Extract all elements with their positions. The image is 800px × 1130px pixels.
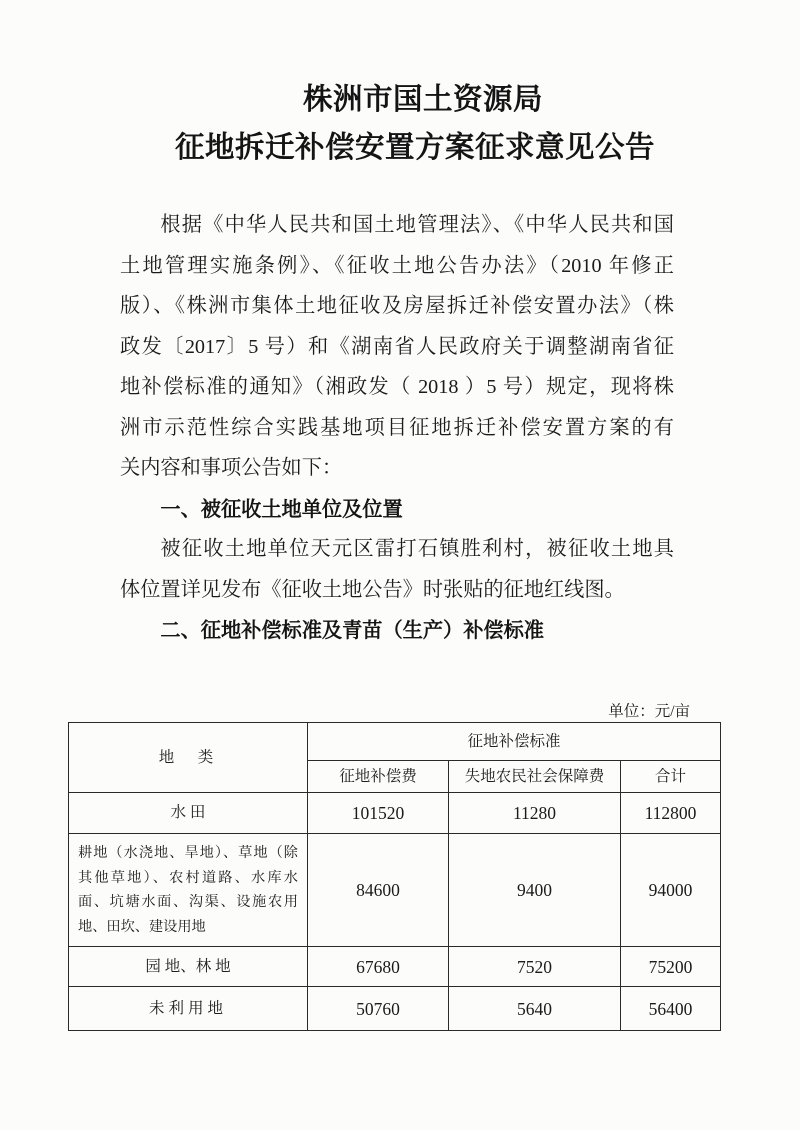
- table-row: [69, 834, 721, 947]
- social-security-cell: 11280: [449, 793, 621, 834]
- land-compensation-cell: 50760: [308, 987, 449, 1031]
- total-cell: 112800: [621, 793, 721, 834]
- title-issuer: 株洲市国土资源局: [302, 84, 543, 116]
- section-1-paragraph: [120, 529, 674, 610]
- land-type-line: 地、田坎、建设用地: [78, 918, 206, 935]
- header-total: 合计: [621, 761, 721, 793]
- header-land-type-label: 地 类: [158, 748, 218, 766]
- table-row: [69, 987, 721, 1031]
- section-1-paragraph-line: 体位置详见发布《征收土地公告》时张贴的征地红线图。: [120, 578, 625, 601]
- land-type-cell: 未利用地: [69, 987, 308, 1031]
- total-cell: 94000: [621, 834, 721, 947]
- intro-paragraph-line: 土地管理实施条例》、《征收土地公告办法》（2010 年修正: [120, 254, 674, 277]
- intro-paragraph-line: 地补偿标准的通知》（湘政发（ 2018 ）5 号）规定，现将株: [120, 376, 674, 398]
- header-social-security: 失地农民社会保障费: [449, 761, 621, 793]
- intro-paragraph-line: 版）、《株洲市集体土地征收及房屋拆迁补偿安置办法》（株: [120, 295, 674, 317]
- header-land-compensation: 征地补偿费: [308, 761, 449, 793]
- intro-paragraph-line: 根据《中华人民共和国土地管理法》、《中华人民共和国: [160, 214, 674, 236]
- intro-paragraph: [120, 205, 674, 489]
- compensation-standard-table: [68, 722, 721, 1031]
- land-compensation-cell: 67680: [308, 947, 449, 987]
- section-2-heading: 二、征地补偿标准及青苗（生产）补偿标准: [160, 618, 544, 642]
- document-title: [30, 76, 800, 172]
- section-1-paragraph-line: 被征收土地单位天元区雷打石镇胜利村，被征收土地具: [160, 538, 674, 560]
- header-land-type: [69, 723, 308, 793]
- total-cell: 56400: [621, 987, 721, 1031]
- header-compensation-standard: 征地补偿标准: [308, 723, 721, 761]
- section-1-heading: 一、被征收土地单位及位置: [160, 496, 403, 521]
- land-type-cell: [69, 834, 308, 947]
- total-cell: 75200: [621, 947, 721, 987]
- intro-paragraph-line: 关内容和事项公告如下：: [120, 457, 343, 479]
- land-type-cell: 园 地、林 地: [69, 947, 308, 987]
- social-security-cell: 7520: [449, 947, 621, 987]
- social-security-cell: 9400: [449, 834, 621, 947]
- table-row: [69, 947, 721, 987]
- document-body: [120, 205, 674, 651]
- table-row: [69, 793, 721, 834]
- land-type-line: 耕地（水浇地、旱地）、草地（除: [78, 845, 298, 861]
- title-subject: 征地拆迁补偿安置方案征求意见公告: [174, 132, 655, 164]
- table-header-row: [69, 723, 721, 761]
- unit-note: 单位：元/亩: [608, 703, 690, 720]
- land-type-line: 其他草地）、农村道路、水库水: [78, 869, 298, 886]
- land-compensation-cell: 84600: [308, 834, 449, 947]
- land-type-line: 面、坑塘水面、沟渠、设施农用: [78, 894, 298, 910]
- intro-paragraph-line: 洲市示范性综合实践基地项目征地拆迁补偿安置方案的有: [120, 416, 674, 439]
- intro-paragraph-line: 政发〔2017〕5 号）和《湖南省人民政府关于调整湖南省征: [120, 335, 674, 358]
- land-compensation-cell: 101520: [308, 793, 449, 834]
- land-type-cell: 水 田: [69, 793, 308, 834]
- social-security-cell: 5640: [449, 987, 621, 1031]
